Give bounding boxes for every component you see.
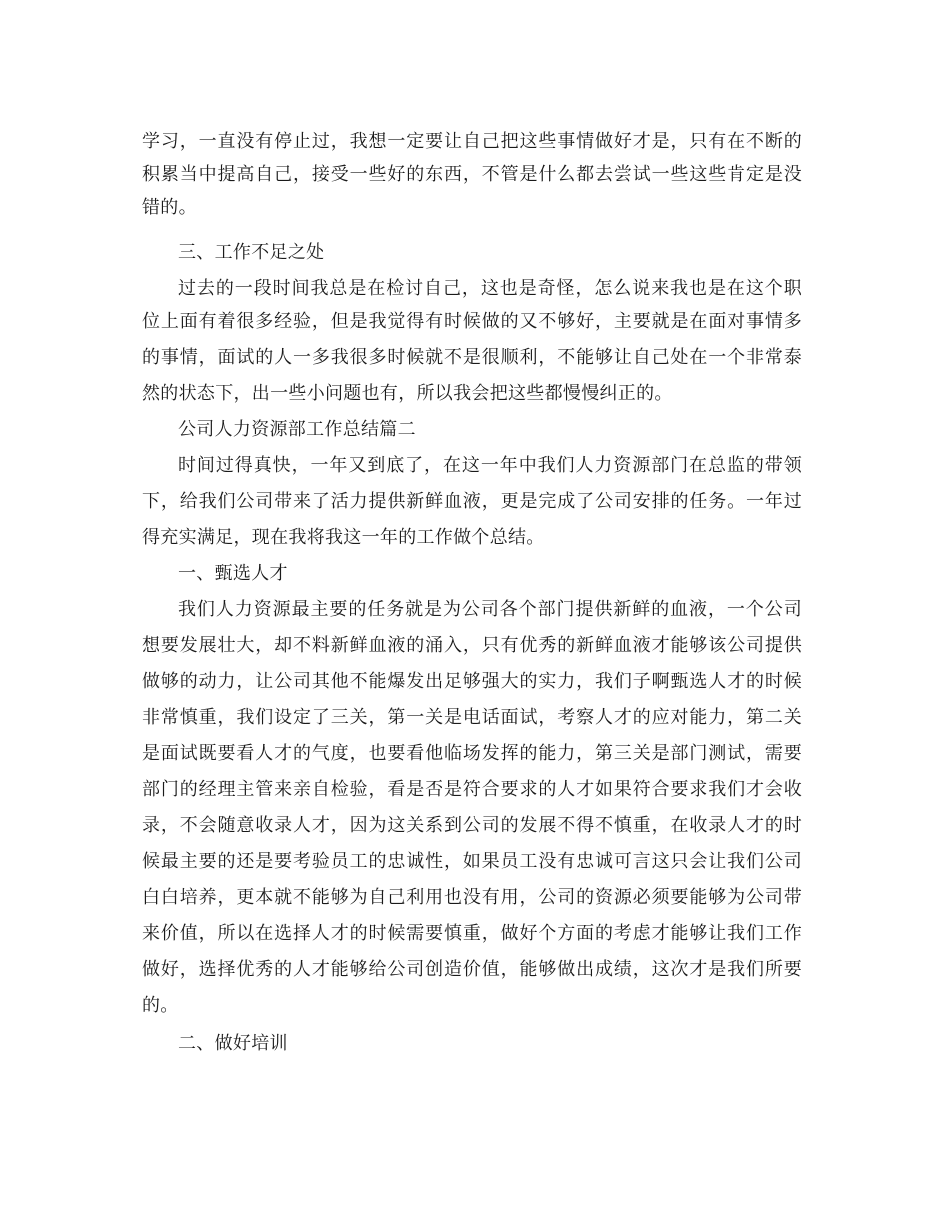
paragraph-line: 然的状态下，出一些小问题也有，所以我会把这些都慢慢纠正的。 [142,383,673,404]
paragraph-line: 非常慎重，我们设定了三关，第一关是电话面试，考察人才的应对能力，第二关 [142,707,802,728]
paragraph-line: 做够的动力，让公司其他不能爆发出足够强大的实力，我们子啊甄选人才的时候 [142,671,802,692]
section-heading: 三、工作不足之处 [178,242,325,263]
paragraph-line: 得充实满足，现在我将我这一年的工作做个总结。 [142,527,545,548]
article-title: 公司人力资源部工作总结篇二 [178,419,416,440]
paragraph-line: 做好，选择优秀的人才能够给公司创造价值，能够做出成绩，这次才是我们所要 [142,959,802,980]
paragraph-line: 是面试既要看人才的气度，也要看他临场发挥的能力，第三关是部门测试，需要 [142,743,802,764]
paragraph-line: 候最主要的还是要考验员工的忠诚性，如果员工没有忠诚可言这只会让我们公司 [142,851,802,872]
paragraph-line: 的。 [142,995,179,1016]
paragraph-line: 时间过得真快，一年又到底了，在这一年中我们人力资源部门在总监的带领 [178,455,802,476]
paragraph-line: 过去的一段时间我总是在检讨自己，这也是奇怪，怎么说来我也是在这个职 [178,278,802,299]
paragraph-line: 错的。 [142,197,197,218]
section-heading: 一、甄选人才 [178,563,288,584]
paragraph-line: 部门的经理主管来亲自检验，看是否是符合要求的人才如果符合要求我们才会收 [142,779,802,800]
paragraph-line: 积累当中提高自己，接受一些好的东西，不管是什么都去尝试一些这些肯定是没 [142,164,802,185]
paragraph-line: 位上面有着很多经验，但是我觉得有时候做的又不够好，主要就是在面对事情多 [142,311,802,332]
paragraph-line: 想要发展壮大，却不料新鲜血液的涌入，只有优秀的新鲜血液才能够该公司提供 [142,635,802,656]
paragraph-line: 来价值，所以在选择人才的时候需要慎重，做好个方面的考虑才能够让我们工作 [142,923,802,944]
paragraph-line: 下，给我们公司带来了活力提供新鲜血液，更是完成了公司安排的任务。一年过 [142,491,802,512]
section-heading: 二、做好培训 [178,1033,288,1054]
paragraph-line: 录，不会随意收录人才，因为这关系到公司的发展不得不慎重，在收录人才的时 [142,815,802,836]
paragraph-line: 的事情，面试的人一多我很多时候就不是很顺利，不能够让自己处在一个非常泰 [142,347,802,368]
paragraph-line: 白白培养，更本就不能够为自己利用也没有用，公司的资源必须要能够为公司带 [142,887,802,908]
paragraph-line: 我们人力资源最主要的任务就是为公司各个部门提供新鲜的血液，一个公司 [178,599,802,620]
paragraph-line: 学习，一直没有停止过，我想一定要让自己把这些事情做好才是，只有在不断的 [142,131,802,152]
